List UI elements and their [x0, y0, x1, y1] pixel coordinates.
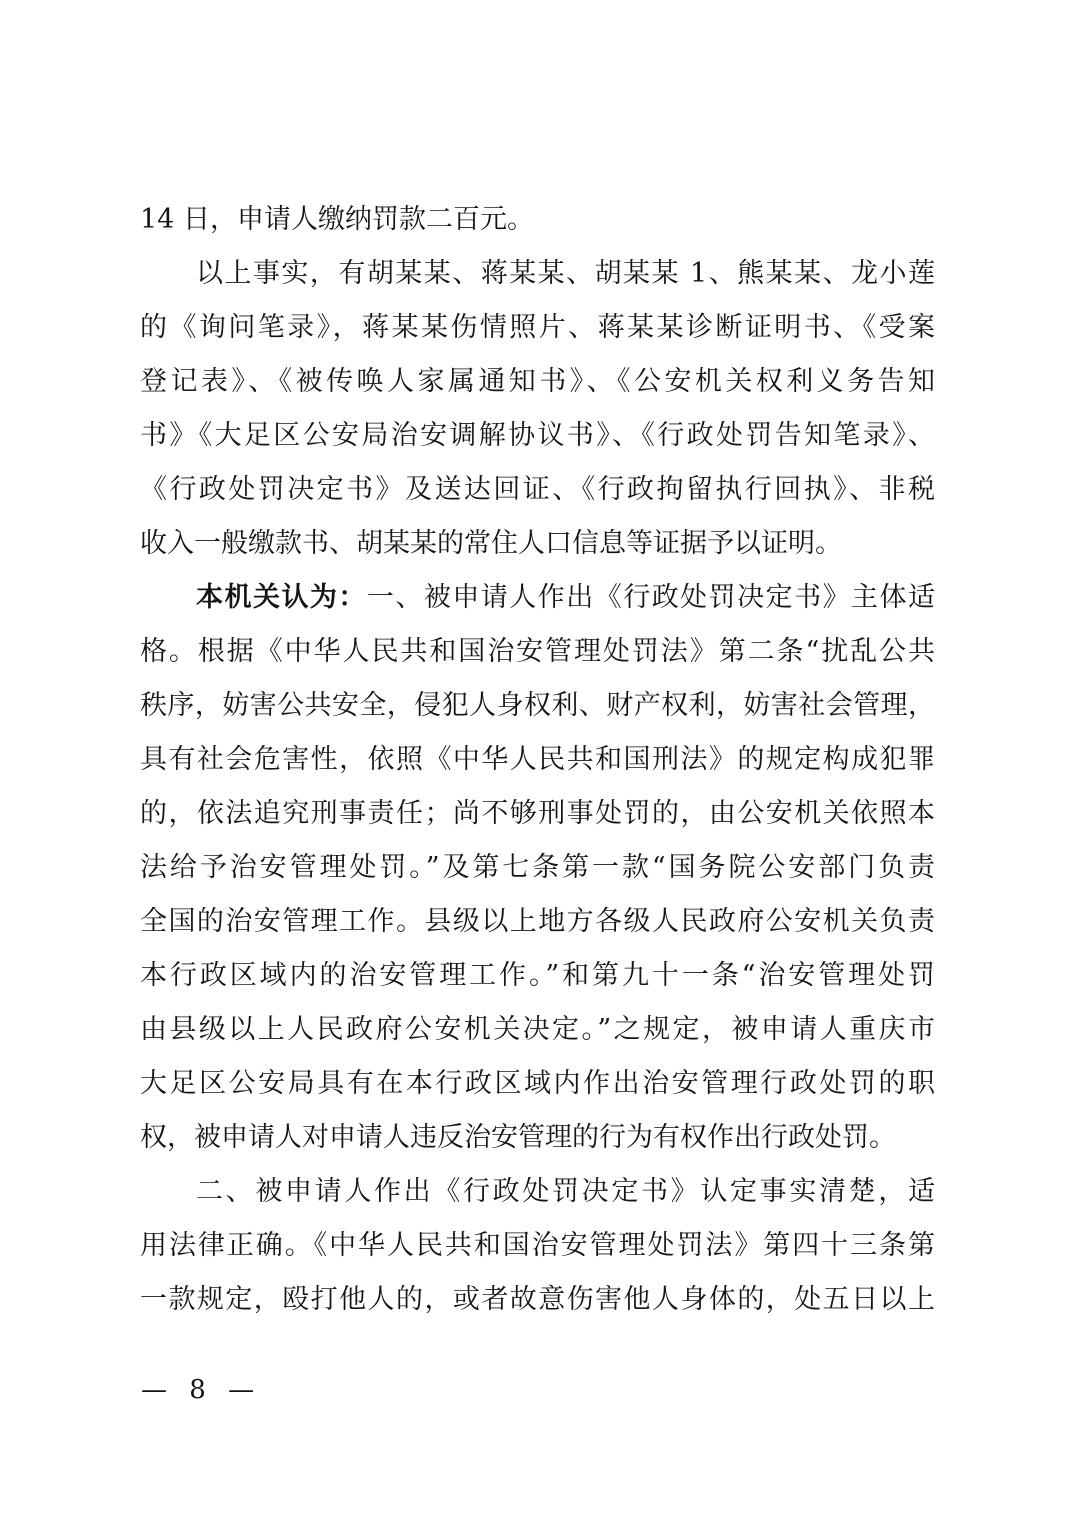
- page-number: — 8 —: [141, 1375, 259, 1405]
- document-body: [140, 193, 935, 1327]
- text-line: 具有社会危害性，依照《中华人民共和国刑法》的规定构成犯罪: [140, 744, 935, 775]
- text-line: [140, 571, 935, 625]
- text-line: 书》《大足区公安局治安调解协议书》、《行政处罚告知笔录》、: [140, 420, 935, 451]
- text-line: 登记表》、《被传唤人家属通知书》、《公安机关权利义务告知: [140, 366, 935, 397]
- text-line: 权，被申请人对申请人违反治安管理的行为有权作出行政处罚。: [140, 1122, 896, 1153]
- text-line: 本行政区域内的治安管理工作。”和第九十一条“治安管理处罚: [140, 960, 935, 991]
- text-line: 格。根据《中华人民共和国治安管理处罚法》第二条“扰乱公共: [140, 636, 935, 667]
- paragraph-lead-bold: 本机关认为：: [196, 582, 367, 613]
- text-line: 的，依法追究刑事责任；尚不够刑事处罚的，由公安机关依照本: [140, 798, 935, 829]
- text-line: 一款规定，殴打他人的，或者故意伤害他人身体的，处五日以上: [140, 1284, 935, 1315]
- text-line: 二、被申请人作出《行政处罚决定书》认定事实清楚，适: [196, 1176, 935, 1207]
- text-line: 秩序，妨害公共安全，侵犯人身权利、财产权利，妨害社会管理，: [140, 690, 935, 721]
- text-line: 的《询问笔录》，蒋某某伤情照片、蒋某某诊断证明书、《受案: [140, 312, 935, 343]
- text-line: 大足区公安局具有在本行政区域内作出治安管理行政处罚的职: [140, 1068, 935, 1099]
- text-line: 法给予治安管理处罚。”及第七条第一款“国务院公安部门负责: [140, 852, 935, 883]
- text-line: 用法律正确。《中华人民共和国治安管理处罚法》第四十三条第: [140, 1230, 935, 1261]
- text-line: 收入一般缴款书、胡某某的常住人口信息等证据予以证明。: [140, 528, 842, 559]
- text-line: 《行政处罚决定书》及送达回证、《行政拘留执行回执》、非税: [140, 474, 935, 505]
- text-line: 14 日，申请人缴纳罚款二百元。: [140, 204, 534, 235]
- text-line: 以上事实，有胡某某、蒋某某、胡某某 1、熊某某、龙小莲: [196, 258, 935, 289]
- text-line: 全国的治安管理工作。县级以上地方各级人民政府公安机关负责: [140, 906, 935, 937]
- text-line: 由县级以上人民政府公安机关决定。”之规定，被申请人重庆市: [140, 1014, 935, 1045]
- line-text: 一、被申请人作出《行政处罚决定书》主体适: [366, 582, 936, 613]
